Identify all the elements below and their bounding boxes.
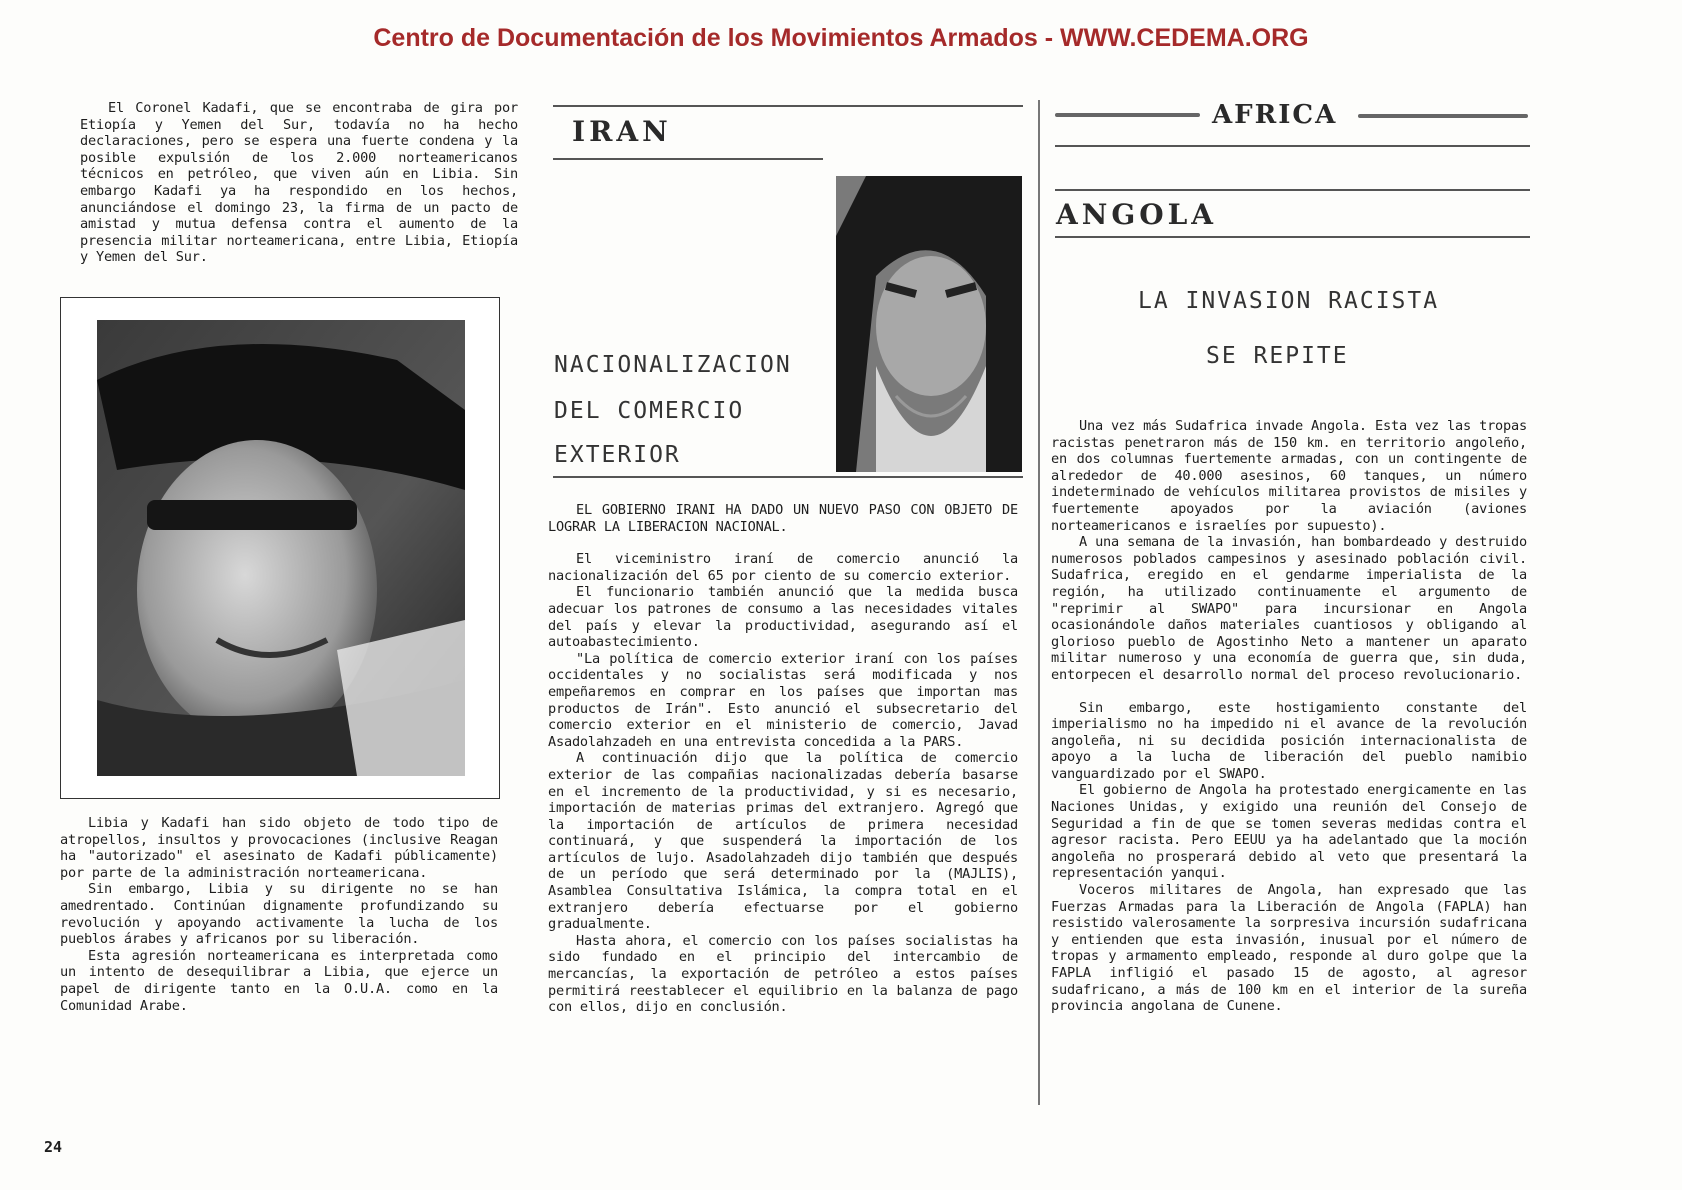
iran-bottom-rule	[553, 158, 823, 160]
iran-headline-line: DEL COMERCIO	[554, 398, 745, 424]
africa-under-rule	[1055, 145, 1530, 147]
angola-paragraph: El gobierno de Angola ha protestado energicamente en las Naciones Unidas, y exigido una reunión del Consejo de Seguridad a fin de que se tomen severas medidas contra el agresor racista. Pero EEUU ya ha adelantado que la moción angoleña no prosperará debido al veto que presentará la representación yanqui.	[1051, 782, 1527, 882]
angola-bottom-rule	[1055, 236, 1530, 238]
page-number: 24	[44, 1138, 63, 1156]
portrait-graphic	[836, 176, 1022, 472]
libya-paragraph: Esta agresión norteamericana es interpretada como un intento de desequilibrar a Libia, que ejerce un papel de dirigente tanto en la O.U.A. como en la Comunidad Arabe.	[60, 947, 498, 1014]
iran-top-rule	[553, 105, 1023, 107]
iran-paragraph: "La política de comercio exterior iraní con los países occidentales y no socialistas será modificada y nos empeñaremos en comprar en los países que importan mas productos de Irán". Esto anunció el subsecretario del comercio exterior en el ministerio de comercio, Javad Asadolahzadeh en una entrevista concedida a la PARS.	[548, 650, 1018, 750]
iran-paragraph: A continuación dijo que la política de comercio exterior de las compañias nacionalizadas debería basarse en el incremento de la productividad, y si es necesario, importación de materias primas del extranjero. Agregó que la importación de artículos de primera necesidad continuará, y que suspenderá la importación de los artículos de lujo. Asadolahzadeh dijo también que después de un período que será determinado por la (MAJLIS), Asamblea Consultativa Islámica, la compra total en el extranjero debería efectuarse por el gobierno gradualmente.	[548, 750, 1018, 933]
iran-section-title: IRAN	[572, 115, 672, 148]
iran-body	[548, 502, 1018, 1016]
iran-headline-line: NACIONALIZACION	[554, 352, 792, 378]
angola-paragraph: Una vez más Sudafrica invade Angola. Esta vez las tropas racistas penetraron más de 150 km. en territorio angoleño, en dos columnas fuertemente armadas, con un contingente de alrededor de 40.000 asesinos, 60 tanques, un número indeterminado de vehículos militarea provistos de misiles y fuertemente apoyados por la aviación (aviones norteamericanos e israelíes por supuesto).	[1051, 418, 1527, 534]
portrait-graphic	[97, 320, 465, 776]
angola-headline-line: SE REPITE	[1206, 343, 1349, 369]
iran-headline-rule	[553, 476, 1023, 478]
africa-rule-left	[1055, 113, 1200, 117]
angola-paragraph: Voceros militares de Angola, han expresado que las Fuerzas Armadas para la Liberación de Angola (FAPLA) han resistido valerosamente la sorpresiva incursión sudafricana y entienden que esta invasión, inusual por el número de tropas y armamento empleado, responde al duro golpe que la FAPLA infligió el pasado 15 de agosto, al agresor sudafricano, a más de 100 km en el interior de la sureña provincia angolana de Cunene.	[1051, 882, 1527, 1015]
libya-body	[60, 815, 498, 1014]
africa-rule-right	[1358, 114, 1528, 118]
cedema-banner: Centro de Documentación de los Movimientos Armados - WWW.CEDEMA.ORG	[373, 24, 1309, 52]
angola-top-rule	[1055, 189, 1530, 191]
iran-headline-line: EXTERIOR	[554, 442, 681, 468]
angola-headline-line: LA INVASION RACISTA	[1138, 288, 1440, 314]
iran-lead: EL GOBIERNO IRANI HA DADO UN NUEVO PASO CON OBJETO DE LOGRAR LA LIBERACION NACIONAL.	[548, 502, 1018, 535]
libya-paragraph: Libia y Kadafi han sido objeto de todo tipo de atropellos, insultos y provocaciones (inclusive Reagan ha "autorizado" el asesinato de Kadafi públicamente) por parte de la administración norteamericana.	[60, 815, 498, 881]
kadafi-photo-image	[97, 320, 465, 776]
africa-section-title: AFRICA	[1212, 100, 1338, 130]
libya-paragraph: Sin embargo, Libia y su dirigente no se han amedrentado. Continúan dignamente profundizando su revolución y apoyando activamente la lucha de los pueblos árabes y africanos por su liberación.	[60, 881, 498, 948]
iran-paragraph: Hasta ahora, el comercio con los países socialistas ha sido fundado en el principio del intercambio de mercancías, la exportación de petróleo a estos países permitirá reestablecer el equilibrio en la balanza de pago con ellos, dijo en conclusión.	[548, 932, 1018, 1016]
iran-paragraph: El funcionario también anunció que la medida busca adecuar los patrones de consumo a las necesidades vitales del país y elevar la productividad, asegurando así el autoabastecimiento.	[548, 584, 1018, 651]
khomeini-photo-image	[836, 176, 1022, 472]
libya-column	[80, 100, 518, 266]
column-divider	[1038, 100, 1040, 1105]
angola-title: ANGOLA	[1056, 198, 1218, 231]
angola-paragraph: A una semana de la invasión, han bombardeado y destruido numerosos poblados campesinos y asesinado población civil. Sudafrica, eregido en el gendarme imperialista de la región, ha utilizado continuamente el argumento de "reprimir al SWAPO" para incursionar en Angola ocasionándole daños materiales cuantiosos y obligando al glorioso pueblo de Agostinho Neto a mantener un aparato militar numeroso y una economía de guerra que, sin duda, entorpecen el desarrollo normal del proceso revolucionario.	[1051, 534, 1527, 683]
libya-intro: El Coronel Kadafi, que se encontraba de gira por Etiopía y Yemen del Sur, todavía no ha hecho declaraciones, pero se espera una fuerte condena y la posible expulsión de los 2.000 norteamericanos técnicos en petróleo, que viven aún en Libia. Sin embargo Kadafi ya ha respondido en los hechos, anunciándose el domingo 23, la firma de un pacto de amistad y mutua defensa contra el aumento de la presencia militar norteamericana, entre Libia, Etiopía y Yemen del Sur.	[80, 100, 518, 266]
iran-paragraph: El viceministro iraní de comercio anunció la nacionalización del 65 por ciento de su comercio exterior.	[548, 551, 1018, 584]
khomeini-photo	[836, 176, 1022, 472]
kadafi-photo	[60, 297, 500, 799]
angola-paragraph: Sin embargo, este hostigamiento constante del imperialismo no ha impedido ni el avance de la revolución angoleña, ni su decidida posición internacionalista de apoyo a la lucha de liberación del pueblo namibio vanguardizado por el SWAPO.	[1051, 699, 1527, 782]
angola-body	[1051, 418, 1527, 1015]
